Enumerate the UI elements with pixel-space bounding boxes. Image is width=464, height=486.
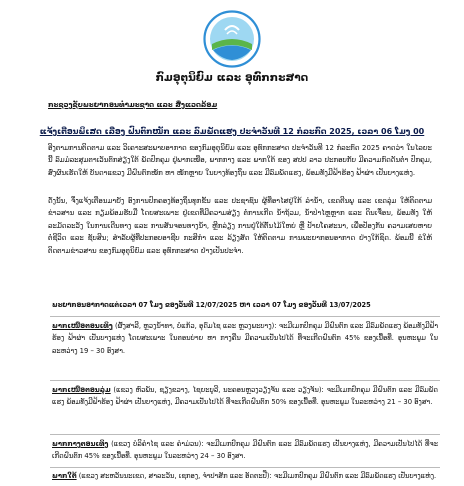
announcement-title: ແຈ້ງເຕືອນພິເສດ ເລື່ອງ ຝົນຕົກໜັກ ແລະ ລົມພັດແຮງ ປະຈຳວັນທີ 12 ກໍລະກົດ 2025, ເວລາ 06 ໂມງ 00 [39, 127, 425, 136]
region-central-upper [52, 438, 438, 466]
region-name: ພາກເໜືອຕອນເທິງ [52, 322, 113, 330]
divider [50, 434, 440, 435]
divider [50, 467, 440, 468]
region-name: ພາກໃຕ້ [52, 472, 77, 480]
region-text: ຈະມີເມກປົກຄຸມ ມີຝົນຕົກ ແລະ ມີລົມພັດແຮງ ພ້ອມທັງມີຟ້າຮ້ອງ ຟ້າຜ່າ ເປັນບາງແຫ່ງ, ມີຄວາມເປັນໄປໄດ້ ທີ່ຈະເກີດຝົນຕົກ 50% ຂອງເນື້ອທີ່. ອຸນຫະພູມ ໃນລະຫວ່າງ 21 – 30 ອົງສາ. [52, 386, 438, 407]
region-provinces: (ແຂວງ ສະຫວັນນະເຂດ, ສາລະວັນ, ເຊກອງ, ຈຳປາສັກ ແລະ ອັດຕະປື): [78, 472, 272, 480]
region-provinces: (ຜົ້ງສາລີ, ຫຼວງນໍ້າທາ, ບໍ່ແກ້ວ, ອຸດົມໄຊ ແລະ ຫຼວງພະບາງ): [114, 322, 277, 330]
paragraph-2: ດັ່ງນັ້ນ, ຈຶ່ງແຈ້ງເຕືອນມາຍັງ ອົງການປົກຄອງທ້ອງຖິ່ນທຸກຂັ້ນ ແລະ ປະຊາຊົນ ຜູ້ທີ່ອາໄສຢູ່ໃກ້ ລຳນ້ຳ, ເຂດຕີນພູ ແລະ ເຂດລຸ່ມ ໃຫ້ຕິດຕາມຂ່າວສານ ແລະ ກຽມພ້ອມຮັບມື ໂດຍສະເພາະ ຢູ່ເຂດທີ່ມີຄວາມສ່ຽງ ຕໍ່ການເກີດ ນ້ຳຖ້ວມ, ນ້ຳປ່າໄຫຼຫຼາກ ແລະ ດິນເຈື່ອນ, ພ້ອມທັງ ໃຫ້ລະມັດລະວັງ ໃນການເດີນທາງ ແລະ ການສັນຈອນທາງນ້ຳ, ຫຼີກລ່ຽງ ການຢູ່ໃຕ້ຕົ້ນໄມ້ໃຫຍ່ ຫຼື ປ້າຍໂຄສະນາ, ເພື່ອປ້ອງກັນ ຄວາມເສຍຫາຍ ຕໍ່ຊີວິດ ແລະ ຊັບສິນ; ສຳລັບຜູ້ທີ່ປະກອບອາຊີບ ກະສິກຳ ແລະ ລ້ຽງສັດ ໃຫ້ຕິດຕາມ ການພະຍາກອນອາກາດ ຢ່າງໃກ້ຊິດ. ພ້ອມນີ້ ຂໍໃຫ້ຕິດຕາມຂ່າວສານ ຂອງກົມອຸຕຸນິຍົມ ແລະ ອຸທົກກະສາດ ຢ່າງເປັນປະຈຳ. [48, 197, 432, 255]
region-south [52, 470, 438, 484]
ministry-name: ກະຊວງຊັບພະຍາກອນທຳມະຊາດ ແລະ ສິ່ງແວດລ້ອມ [48, 101, 218, 109]
ministry-logo [203, 10, 261, 68]
region-provinces: (ແຂວງ ຫົວພັນ, ຊຽງຂວາງ, ໄຊຍະບູລີ, ນະຄອນຫຼວງວຽງຈັນ ແລະ ວຽງຈັນ): [113, 386, 324, 394]
region-name: ພາກເໜືອຕອນລຸ່ມ [52, 386, 111, 394]
region-name: ພາກກາງຕອນເທິງ [52, 440, 109, 448]
region-text: ຈະມີເມກປົກຄຸມ ມີຝົນຕົກ ແລະ ມີລົມພັດແຮງ ເປັນບາງແຫ່ງ. [274, 472, 437, 480]
region-north-upper [52, 320, 438, 372]
region-north-lower [52, 384, 438, 424]
divider [50, 316, 440, 317]
forecast-period: ພະຍາກອນອາກາດແຕ່ເວລາ 07 ໂມງ ຂອງວັນທີ 12/07/2025 ຫາ ເວລາ 07 ໂມງ ຂອງວັນທີ 13/07/2025 [52, 301, 371, 309]
paragraph-1: ອີງຕາມການຕິດຕາມ ແລະ ວິເຄາະສະພາບອາກາດ ຂອງກົມອຸຕຸນິຍົມ ແລະ ອຸທົກກະສາດ ປະຈຳວັນທີ 12 ກໍລະກົດ 2025 ຄາດວ່າ ໃນໄລຍະນີ້ ລົມມໍລະສຸມຕາເວັນຕົກສ່ຽງໃຕ້ ພັດປົກຄຸມ ຢູ່ພາກເໜືອ, ພາກກາງ ແລະ ພາກໃຕ້ ຂອງ ສປປ ລາວ ປະກອບກັບ ມີຄວາມກົດດັນຕ່ຳ ປົກຄຸມ, ສົ່ງຜົນເຮັດໃຫ້ ບັນດາແຂວງ ມີຝົນຕົກໜັກ ຫາ ໜັກຫຼາຍ ໃນບາງທ້ອງຖິ່ນ ແລະ ມີລົມພັດແຮງ, ພ້ອມທັງມີຟ້າຮ້ອງ ຟ້າຜ່າ ເປັນບາງແຫ່ງ. [48, 144, 432, 177]
region-text: ຈະມີເມກປົກຄຸມ ມີຝົນຕົກ ແລະ ມີລົມພັດແຮງ ພ້ອມທັງມີຟ້າຮ້ອງ ຟ້າຜ່າ ເປັນບາງແຫ່ງ ໂດຍສະເພາະ ໃນຕອນບ່າຍ ຫາ ກາງຄືນ ມີຄວາມເປັນໄປໄດ້ ທີ່ຈະເກີດຝົນຕົກ 45% ຂອງເນື້ອທີ່. ອຸນຫະພູມ ໃນລະຫວ່າງ 19 – 30 ອົງສາ. [52, 322, 438, 355]
region-provinces: (ແຂວງ ບໍລິຄຳໄຊ ແລະ ຄຳມ່ວນ): [111, 440, 204, 448]
divider [50, 380, 440, 381]
department-name: ກົມອຸຕຸນິຍົມ ແລະ ອຸທົກກະສາດ [155, 72, 309, 84]
region-text: ຈະມີເມກປົກຄຸມ ມີຝົນຕົກ ແລະ ມີລົມພັດແຮງ ເປັນບາງແຫ່ງ, ມີຄວາມເປັນໄປໄດ້ ທີ່ຈະເກີດຝົນຕົກ 45% ຂອງເນື້ອທີ່. ອຸນຫະພູມ ໃນລະຫວ່າງ 24 – 30 ອົງສາ. [52, 440, 438, 461]
